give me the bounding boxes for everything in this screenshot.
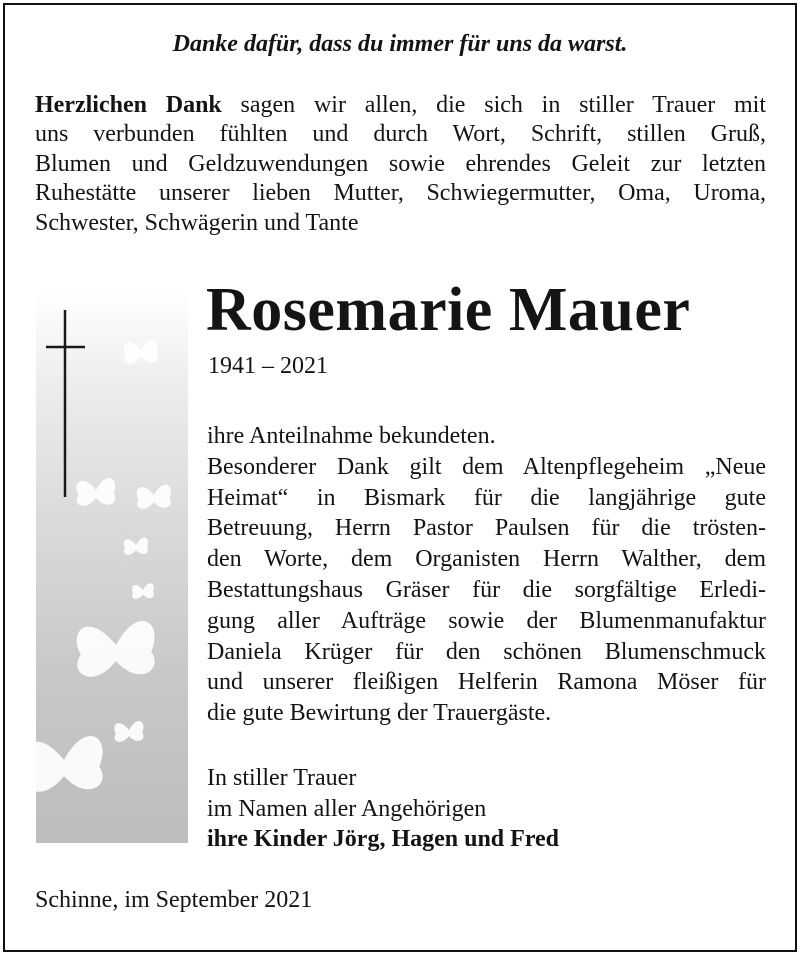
body-line: den Worte, dem Organisten Herrn Walther, dem: [207, 546, 766, 573]
deceased-name: Rosemarie Mauer: [206, 276, 691, 344]
intro-line-3: Blumen und Geldzuwendungen sowie ehrendes Geleit zur letzten: [35, 150, 766, 177]
intro-paragraph: [35, 91, 766, 238]
butterfly-icon: [77, 621, 155, 677]
thanks-paragraph: [207, 421, 766, 729]
intro-line-5: Schwester, Schwägerin und Tante: [35, 209, 359, 236]
butterfly-icon: [114, 721, 143, 742]
signature: ihre Kinder Jörg, Hagen und Fred: [207, 826, 560, 852]
body-line: ihre Anteilnahme bekundeten.: [207, 423, 496, 449]
butterfly-icon: [132, 583, 154, 599]
butterfly-icon: [124, 339, 158, 363]
intro-line-2: uns verbunden fühlten und durch Wort, Schrift, stillen Gruß,: [35, 121, 766, 148]
body-line: Betreuung, Herrn Pastor Paulsen für die trösten-: [207, 515, 766, 542]
body-line: Bestattungshaus Gräser für die sorgfältige Erledi-: [207, 576, 766, 603]
closing-line-1: In stiller Trauer: [207, 765, 357, 791]
closing-line-2: im Namen aller Angehörigen: [207, 795, 487, 822]
intro-line-1: sagen wir allen, die sich in stiller Trauer mit: [221, 92, 766, 118]
body-line: Daniela Krüger für den schönen Blumenschmuck: [207, 638, 766, 665]
body-line: Heimat“ in Bismark für die langjährige gute: [207, 484, 766, 511]
body-line: Besonderer Dank gilt dem Altenpflegeheim „Neue: [207, 453, 766, 480]
butterfly-icon: [36, 736, 103, 792]
butterfly-icon: [124, 537, 148, 554]
closing-block: [207, 763, 559, 855]
butterfly-icon: [76, 478, 115, 506]
place-date: Schinne, im September 2021: [35, 887, 313, 913]
body-line: gung aller Aufträge sowie der Blumenmanufaktur: [207, 607, 766, 634]
motto: Danke dafür, dass du immer für uns da warst.: [172, 31, 628, 57]
intro-line-4: Ruhestätte unserer lieben Mutter, Schwiegermutter, Oma, Uroma,: [35, 180, 766, 207]
intro-lead: Herzlichen Dank: [35, 92, 222, 118]
body-line: und unserer fleißigen Helferin Ramona Möser für: [207, 669, 766, 696]
memorial-image: [36, 290, 188, 843]
butterfly-icon: [137, 484, 171, 508]
cross-icon: [46, 310, 85, 497]
body-line: die gute Bewirtung der Trauergäste.: [207, 700, 552, 727]
life-dates: 1941 – 2021: [208, 353, 328, 379]
